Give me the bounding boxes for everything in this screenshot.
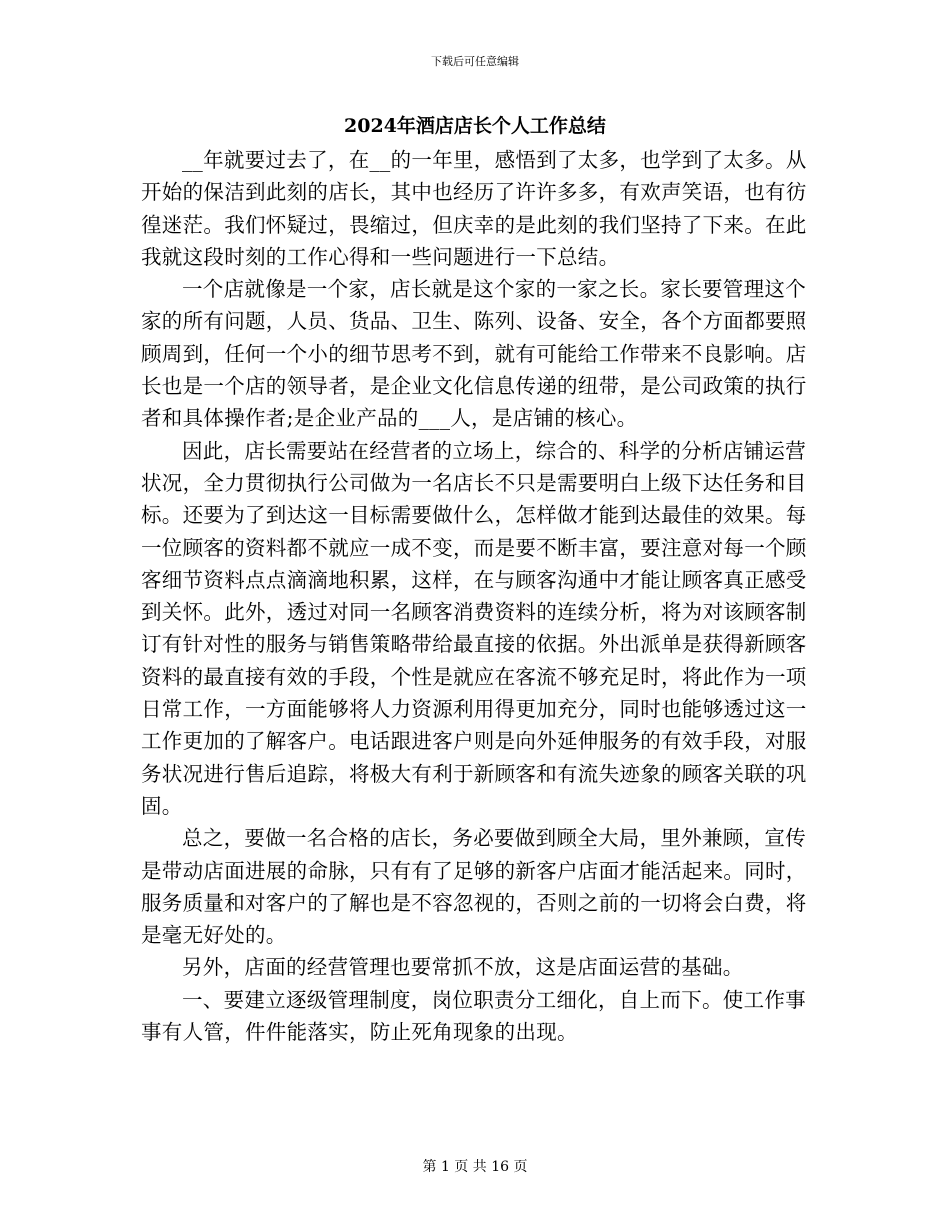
paragraph: 一个店就像是一个家，店长就是这个家的一家之长。家长要管理这个家的所有问题，人员、货品、卫生、陈列、设备、安全，各个方面都要照顾周到，任何一个小的细节思考不到，就有可能给工作带来不良影响。店长也是一个店的领导者，是企业文化信息传递的纽带，是公司政策的执行者和具体操作者;是企业产品的___人，是店铺的核心。 — [141, 277, 807, 431]
paragraph: 因此，店长需要站在经营者的立场上，综合的、科学的分析店铺运营状况，全力贯彻执行公司做为一名店长不只是需要明白上级下达任务和目标。还要为了到达这一目标需要做什么，怎样做才能到达最佳的效果。每一位顾客的资料都不就应一成不变，而是要不断丰富，要注意对每一个顾客细节资料点点滴滴地积累，这样，在与顾客沟通中才能让顾客真正感受到关怀。此外，透过对同一名顾客消费资料的连续分析，将为对该顾客制订有针对性的服务与销售策略带给最直接的依据。外出派单是获得新顾客资料的最直接有效的手段，个性是就应在客流不够充足时，将此作为一项日常工作，一方面能够将人力资源利用得更加充分，同时也能够透过这一工作更加的了解客户。电话跟进客户则是向外延伸服务的有效手段，对服务状况进行售后追踪，将极大有利于新顾客和有流失迹象的顾客关联的巩固。 — [141, 438, 807, 818]
paragraph: __年就要过去了，在__的一年里，感悟到了太多，也学到了太多。从开始的保洁到此刻的店长，其中也经历了许许多多，有欢声笑语，也有彷徨迷茫。我们怀疑过，畏缩过，但庆幸的是此刻的我们坚持了下来。在此我就这段时刻的工作心得和一些问题进行一下总结。 — [141, 148, 807, 269]
paragraph: 一、要建立逐级管理制度，岗位职责分工细化，自上而下。使工作事事有人管，件件能落实，防止死角现象的出现。 — [141, 987, 806, 1045]
page-header: 下载后可任意编辑 — [431, 55, 519, 68]
page-number-footer: 第 1 页 共 16 页 — [422, 1159, 528, 1175]
paragraph: 总之，要做一名合格的店长，务必要做到顾全大局，里外兼顾，宣传是带动店面进展的命脉，只有有了足够的新客户店面才能活起来。同时，服务质量和对客户的了解也是不容忽视的，否则之前的一切将会白费，将是毫无好处的。 — [141, 826, 807, 948]
document-body — [141, 144, 811, 1048]
document-title: 2024年酒店店长个人工作总结 — [344, 115, 606, 137]
paragraph: 另外，店面的经营管理也要常抓不放，这是店面运营的基础。 — [182, 955, 744, 980]
